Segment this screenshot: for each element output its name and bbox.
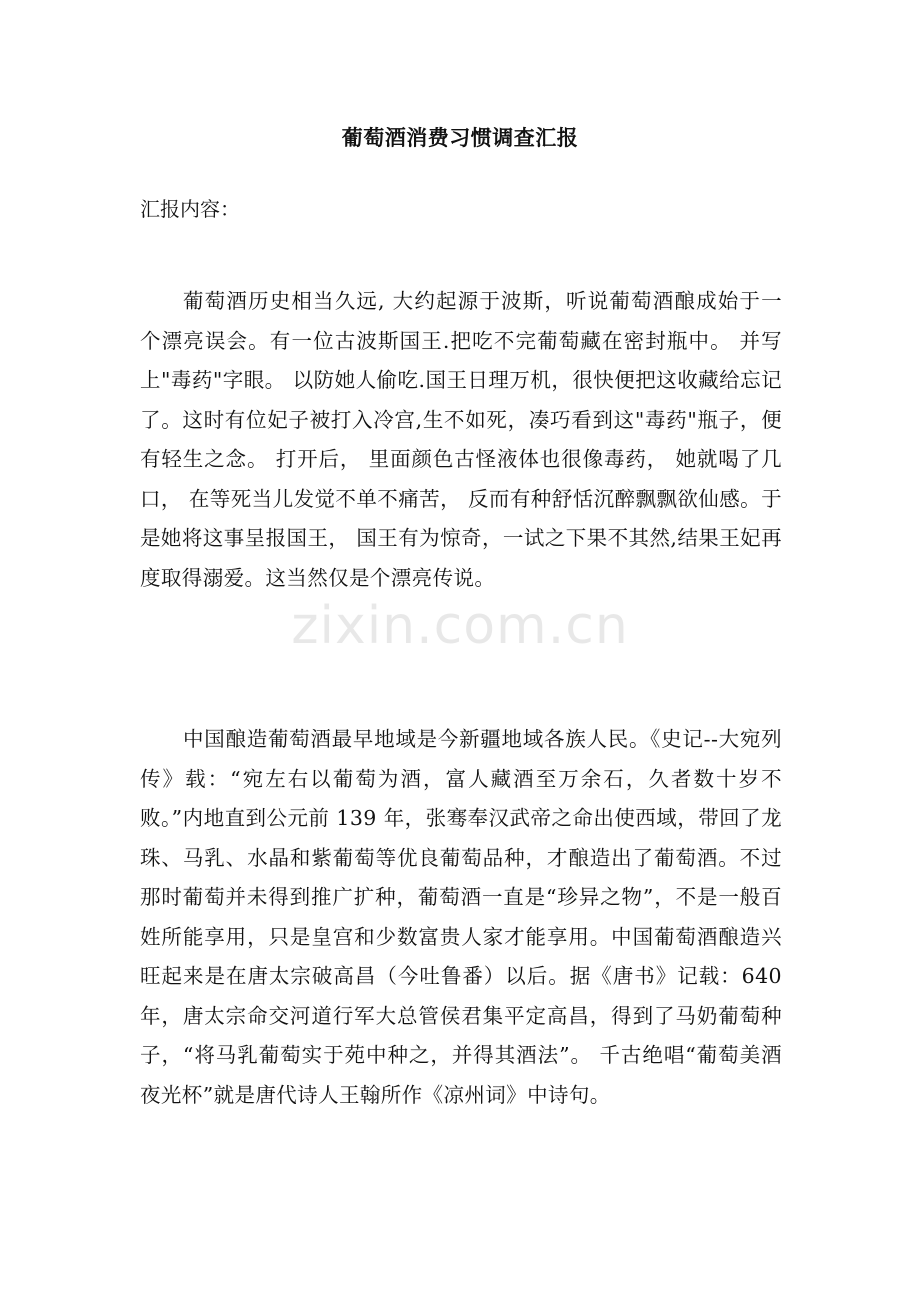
paragraph-china-history: 中国酿造葡萄酒最早地域是今新疆地域各族人民。《史记--大宛列传》载：“宛左右以葡萄为酒，富人藏酒至万余石，久者数十岁不败。”内地直到公元前 139 年，张骞奉汉武帝之命出使西域，带回了龙珠、马乳、水晶和紫葡萄等优良葡萄品种，才酿造出了葡萄酒。不过那时葡萄并未得到推广扩种，葡萄酒一直是“珍异之物”，不是一般百姓所能享用，只是皇宫和少数富贵人家才能享用。中国葡萄酒酿造兴旺起来是在唐太宗破高昌（今吐鲁番）以后。据《唐书》记载：640 年，唐太宗命交河道行军大总管侯君集平定高昌，得到了马奶葡萄种子，“将马乳葡萄实于苑中种之，并得其酒法”。 千古绝唱“葡萄美酒夜光杯”就是唐代诗人王翰所作《凉州词》中诗句。 <box>140 727 782 1107</box>
report-content-heading: 汇报内容： <box>140 197 240 221</box>
document-title: 葡萄酒消费习惯调查汇报 <box>341 126 579 150</box>
paragraph-persian-legend: 葡萄酒历史相当久远, 大约起源于波斯，听说葡萄酒酿成始于一个漂亮误会。有一位古波斯国王.把吃不完葡萄藏在密封瓶中。 并写上"毒药"字眼。 以防她人偷吃.国王日理万机，很快便把这收藏给忘记了。这时有位妃子被打入冷宫,生不如死，凑巧看到这"毒药"瓶子，便有轻生之念。 打开后， 里面颜色古怪液体也很像毒药， 她就喝了几口， 在等死当儿发觉不单不痛苦， 反而有种舒恬沉醉飘飘欲仙感。于是她将这事呈报国王， 国王有为惊奇，一试之下果不其然,结果王妃再度取得溺爱。这当然仅是个漂亮传说。 <box>140 289 782 590</box>
watermark: zixin.com.cn <box>291 596 629 656</box>
